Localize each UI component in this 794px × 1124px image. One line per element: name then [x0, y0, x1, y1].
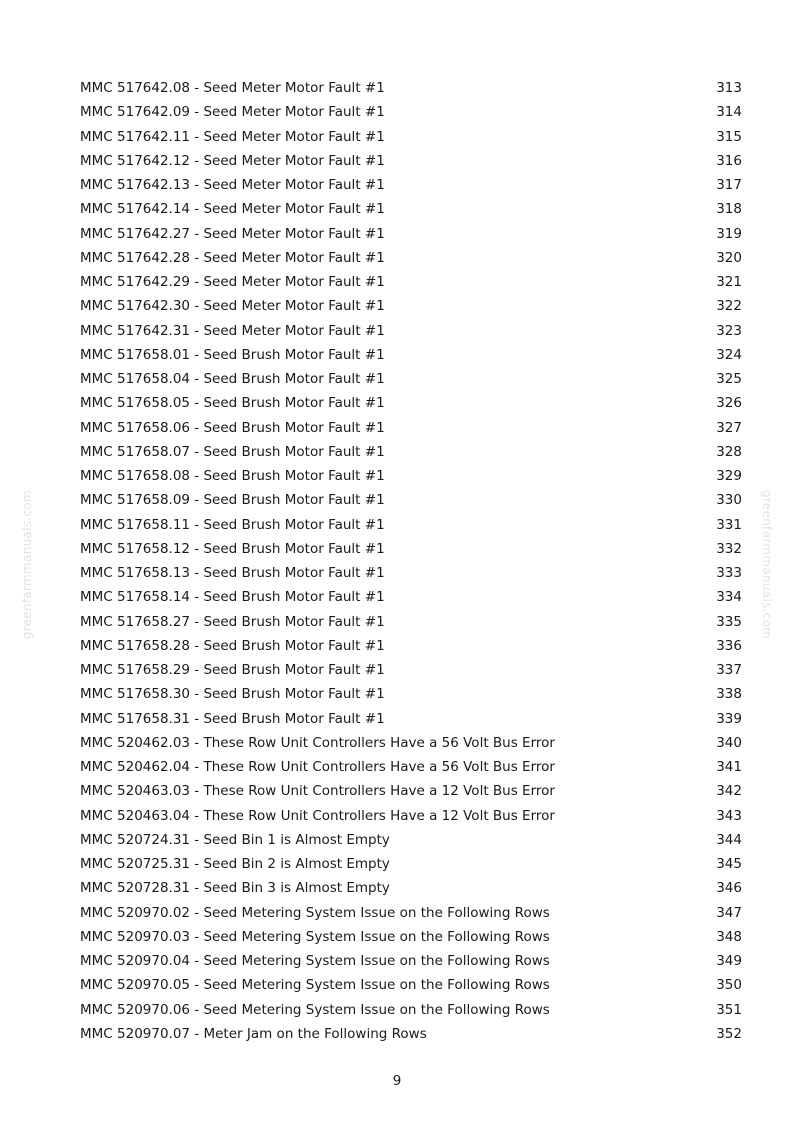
toc-entry-title: MMC 517642.31 - Seed Meter Motor Fault #1	[80, 322, 385, 339]
toc-entry-page: 336	[716, 637, 742, 654]
toc-entry-page: 314	[716, 104, 742, 121]
toc-entry[interactable]	[80, 270, 742, 294]
toc-entry-title: MMC 517642.13 - Seed Meter Motor Fault #1	[80, 177, 385, 193]
toc-entry-page: 345	[716, 856, 742, 872]
toc-entry-page: 339	[716, 710, 742, 727]
toc-entry-title: MMC 517658.31 - Seed Brush Motor Fault #1	[80, 710, 385, 727]
toc-entry[interactable]	[80, 173, 742, 197]
toc-entry-title: MMC 517658.04 - Seed Brush Motor Fault #1	[80, 371, 385, 387]
toc-entry[interactable]	[80, 1022, 742, 1046]
toc-entry-title: MMC 520462.04 - These Row Unit Controllers Have a 56 Volt Bus Error	[80, 759, 555, 775]
toc-entry[interactable]	[80, 222, 742, 246]
toc-entry-title: MMC 517642.29 - Seed Meter Motor Fault #1	[80, 274, 385, 290]
toc-entry[interactable]	[80, 440, 742, 464]
page-number: 9	[392, 1073, 402, 1089]
toc-entry-title: MMC 517658.05 - Seed Brush Motor Fault #1	[80, 395, 385, 412]
toc-entry-title: MMC 520970.04 - Seed Metering System Issue on the Following Rows	[80, 953, 550, 969]
toc-entry-page: 330	[716, 492, 742, 509]
toc-entry-page: 348	[716, 928, 742, 945]
toc-entry-title: MMC 517658.09 - Seed Brush Motor Fault #1	[80, 492, 385, 509]
toc-entry[interactable]	[80, 610, 742, 634]
toc-entry-page: 349	[716, 953, 742, 969]
toc-entry[interactable]	[80, 367, 742, 391]
toc-entry[interactable]	[80, 513, 742, 537]
toc-entry-title: MMC 517658.30 - Seed Brush Motor Fault #1	[80, 686, 385, 703]
toc-entry-page: 338	[716, 686, 742, 703]
toc-entry-page: 352	[716, 1025, 742, 1042]
toc-entry-page: 340	[716, 734, 742, 751]
toc-entry-page: 319	[716, 225, 742, 242]
toc-entry-title: MMC 517642.28 - Seed Meter Motor Fault #1	[80, 249, 385, 266]
toc-entry[interactable]	[80, 125, 742, 149]
toc-entry-page: 341	[716, 759, 742, 775]
toc-entry-page: 325	[716, 371, 742, 387]
toc-entry-title: MMC 517658.14 - Seed Brush Motor Fault #1	[80, 589, 385, 606]
toc-entry-page: 332	[716, 540, 742, 557]
toc-entry[interactable]	[80, 779, 742, 803]
toc-entry-title: MMC 520725.31 - Seed Bin 2 is Almost Empty	[80, 856, 390, 872]
toc-entry-title: MMC 520970.02 - Seed Metering System Issue on the Following Rows	[80, 904, 550, 921]
toc-entry[interactable]	[80, 755, 742, 779]
toc-entry[interactable]	[80, 658, 742, 682]
toc-entry-title: MMC 520724.31 - Seed Bin 1 is Almost Empty	[80, 831, 390, 848]
toc-entry[interactable]	[80, 925, 742, 949]
toc-entry-title: MMC 517658.27 - Seed Brush Motor Fault #1	[80, 613, 385, 630]
toc-entry[interactable]	[80, 998, 742, 1022]
toc-entry-page: 335	[716, 613, 742, 630]
toc-entry-title: MMC 517642.09 - Seed Meter Motor Fault #1	[80, 104, 385, 121]
toc-entry-title: MMC 517642.11 - Seed Meter Motor Fault #1	[80, 128, 385, 145]
toc-entry-page: 333	[716, 565, 742, 581]
toc-entry-title: MMC 517642.27 - Seed Meter Motor Fault #1	[80, 225, 385, 242]
toc-entry[interactable]	[80, 682, 742, 706]
toc-entry-title: MMC 517658.08 - Seed Brush Motor Fault #1	[80, 468, 385, 484]
toc-entry[interactable]	[80, 294, 742, 318]
toc-entry[interactable]	[80, 416, 742, 440]
toc-entry[interactable]	[80, 561, 742, 585]
toc-entry[interactable]	[80, 76, 742, 100]
toc-entry[interactable]	[80, 731, 742, 755]
toc-entry[interactable]	[80, 391, 742, 415]
toc-entry[interactable]	[80, 343, 742, 367]
toc-entry-title: MMC 517658.11 - Seed Brush Motor Fault #1	[80, 516, 385, 533]
toc-entry-title: MMC 517658.01 - Seed Brush Motor Fault #1	[80, 346, 385, 363]
toc-entry-title: MMC 520970.07 - Meter Jam on the Following Rows	[80, 1025, 427, 1042]
toc-entry-page: 328	[716, 443, 742, 460]
toc-entry-title: MMC 520463.04 - These Row Unit Controllers Have a 12 Volt Bus Error	[80, 807, 555, 824]
toc-entry[interactable]	[80, 876, 742, 900]
toc-entry-title: MMC 517642.12 - Seed Meter Motor Fault #1	[80, 152, 385, 169]
toc-entry-title: MMC 517658.28 - Seed Brush Motor Fault #1	[80, 637, 385, 654]
toc-entry-page: 320	[716, 249, 742, 266]
toc-entry-title: MMC 517642.08 - Seed Meter Motor Fault #1	[80, 80, 385, 96]
toc-entry-title: MMC 517658.29 - Seed Brush Motor Fault #1	[80, 662, 385, 678]
table-of-contents	[80, 76, 742, 1046]
toc-entry-page: 315	[716, 128, 742, 145]
toc-entry-page: 317	[716, 177, 742, 193]
toc-entry-page: 326	[716, 395, 742, 412]
toc-entry-title: MMC 520728.31 - Seed Bin 3 is Almost Empty	[80, 880, 390, 897]
toc-entry[interactable]	[80, 149, 742, 173]
toc-entry-page: 324	[716, 346, 742, 363]
toc-entry-title: MMC 520463.03 - These Row Unit Controllers Have a 12 Volt Bus Error	[80, 783, 555, 800]
toc-entry-page: 329	[716, 468, 742, 484]
watermark-right: greenfarmmanuals.com	[760, 490, 774, 640]
toc-entry-page: 350	[716, 977, 742, 994]
toc-entry-page: 331	[716, 516, 742, 533]
toc-entry-page: 347	[716, 904, 742, 921]
toc-entry[interactable]	[80, 246, 742, 270]
toc-entry-title: MMC 520462.03 - These Row Unit Controllers Have a 56 Volt Bus Error	[80, 734, 555, 751]
toc-entry[interactable]	[80, 585, 742, 609]
toc-entry[interactable]	[80, 828, 742, 852]
toc-entry-page: 323	[716, 322, 742, 339]
toc-entry-page: 322	[716, 298, 742, 315]
toc-entry-page: 351	[716, 1001, 742, 1018]
toc-entry-title: MMC 517658.12 - Seed Brush Motor Fault #1	[80, 540, 385, 557]
toc-entry-title: MMC 520970.06 - Seed Metering System Issue on the Following Rows	[80, 1001, 550, 1018]
toc-entry[interactable]	[80, 949, 742, 973]
toc-entry-page: 327	[716, 419, 742, 436]
toc-entry-page: 313	[716, 80, 742, 96]
toc-entry-page: 343	[716, 807, 742, 824]
toc-entry[interactable]	[80, 852, 742, 876]
toc-entry-page: 334	[716, 589, 742, 606]
toc-entry[interactable]	[80, 319, 742, 343]
toc-entry-title: MMC 520970.05 - Seed Metering System Issue on the Following Rows	[80, 977, 550, 994]
toc-entry-title: MMC 517658.07 - Seed Brush Motor Fault #1	[80, 443, 385, 460]
toc-entry-page: 321	[716, 274, 742, 290]
toc-entry-page: 346	[716, 880, 742, 897]
toc-entry[interactable]	[80, 634, 742, 658]
toc-entry-title: MMC 517642.30 - Seed Meter Motor Fault #1	[80, 298, 385, 315]
toc-entry[interactable]	[80, 100, 742, 124]
toc-entry-page: 318	[716, 201, 742, 218]
toc-entry-page: 342	[716, 783, 742, 800]
toc-entry[interactable]	[80, 973, 742, 997]
toc-entry-title: MMC 517642.14 - Seed Meter Motor Fault #1	[80, 201, 385, 218]
toc-entry[interactable]	[80, 464, 742, 488]
toc-entry[interactable]	[80, 707, 742, 731]
toc-entry-title: MMC 517658.06 - Seed Brush Motor Fault #1	[80, 419, 385, 436]
toc-entry-page: 316	[716, 152, 742, 169]
watermark-left: greenfarmmanuals.com	[20, 490, 34, 640]
toc-entry[interactable]	[80, 197, 742, 221]
toc-entry[interactable]	[80, 804, 742, 828]
toc-entry-title: MMC 517658.13 - Seed Brush Motor Fault #1	[80, 565, 385, 581]
toc-entry[interactable]	[80, 488, 742, 512]
toc-entry[interactable]	[80, 537, 742, 561]
toc-entry-page: 337	[716, 662, 742, 678]
toc-entry-page: 344	[716, 831, 742, 848]
toc-entry-title: MMC 520970.03 - Seed Metering System Issue on the Following Rows	[80, 928, 550, 945]
toc-entry[interactable]	[80, 901, 742, 925]
